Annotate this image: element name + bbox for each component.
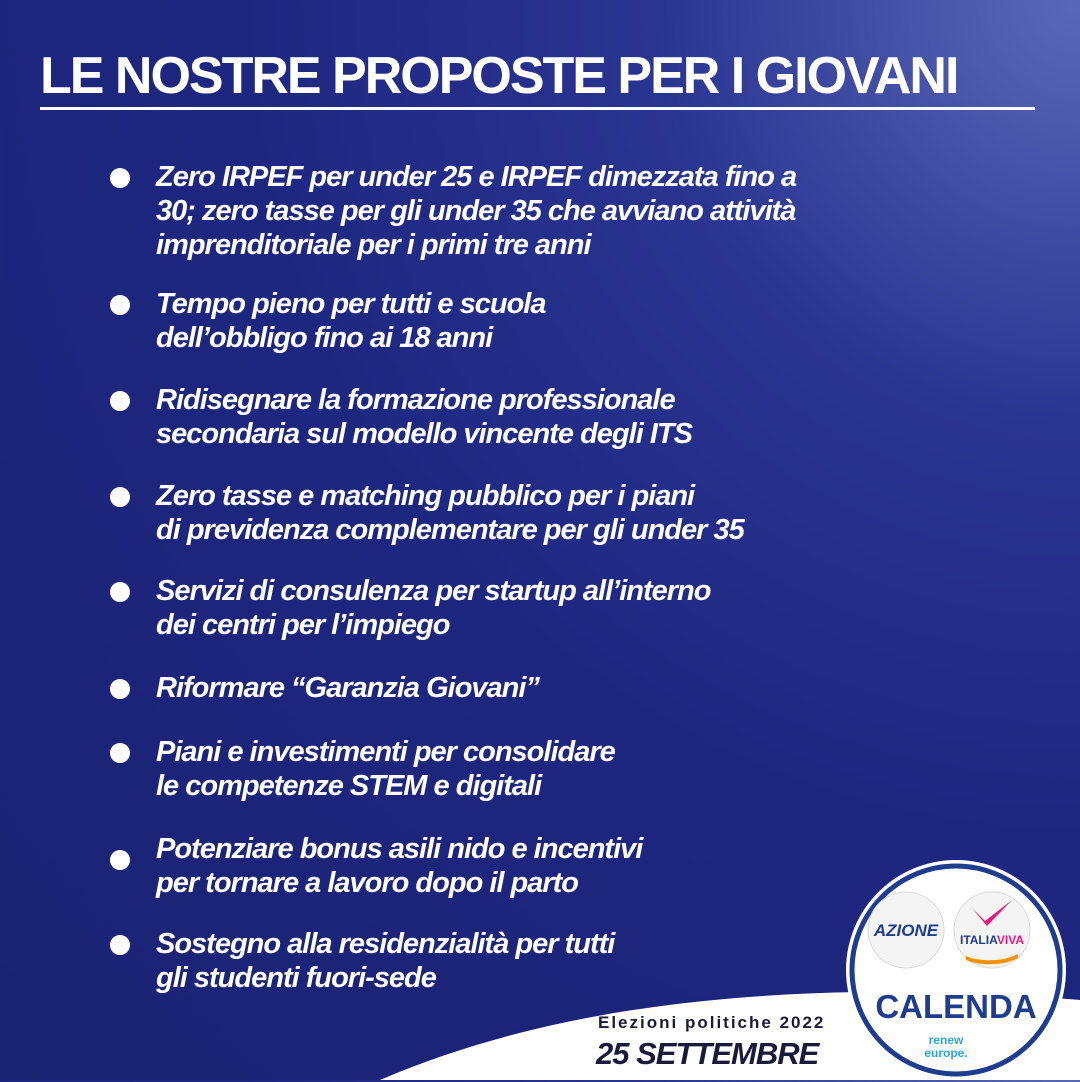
bullet-icon [110,850,130,870]
bullet-icon [110,168,130,188]
proposal-text: Tempo pieno per tutti e scuola dell’obbligo fino ai 18 anni [156,288,546,354]
list-item [110,383,930,451]
proposal-text: Sostegno alla residenzialità per tutti gli studenti fuori-sede [156,928,615,994]
proposal-text: Zero tasse e matching pubblico per i piani di previdenza complementare per gli under 35 [156,480,744,546]
proposal-text: Ridisegnare la formazione professionale secondaria sul modello vincente degli ITS [156,384,692,450]
page-title: LE NOSTRE PROPOSTE PER I GIOVANI [40,47,958,105]
bullet-icon [110,743,130,763]
bullet-icon [110,487,130,507]
proposal-text: Potenziare bonus asili nido e incentivi per tornare a lavoro dopo il parto [156,833,643,899]
proposal-text: Riformare “Garanzia Giovani” [156,672,539,704]
proposal-text: Zero IRPEF per under 25 e IRPEF dimezzata fino a 30; zero tasse per gli under 35 che avviano attività imprenditoriale per i primi tre anni [156,161,797,261]
calenda-logo-text: CALENDA [875,988,1037,1025]
italia-logo-text: ITALIA [959,933,997,947]
bullet-icon [110,391,130,411]
bullet-icon [110,582,130,602]
bullet-icon [110,679,130,699]
list-item [110,479,930,547]
election-date: 25 SETTEMBRE [596,1036,819,1071]
europe-logo-text: europe. [924,1046,968,1060]
list-item [110,671,930,705]
list-item [110,160,930,262]
list-item [110,832,930,900]
list-item [110,287,930,355]
proposal-text: Servizi di consulenza per startup all’interno dei centri per l’impiego [156,575,711,641]
svg-text:ITALIAVIVA [960,933,1024,947]
azione-logo-text: AZIONE [873,921,939,940]
election-subtitle: Elezioni politiche 2022 [598,1013,826,1032]
calenda-logo [844,858,1068,1082]
renew-logo-text: renew [928,1033,964,1047]
list-item [110,574,930,642]
proposal-text: Piani e investimenti per consolidare le competenze STEM e digitali [156,736,615,802]
viva-logo-text: VIVA [996,933,1025,947]
bullet-icon [110,295,130,315]
list-item [110,735,930,803]
